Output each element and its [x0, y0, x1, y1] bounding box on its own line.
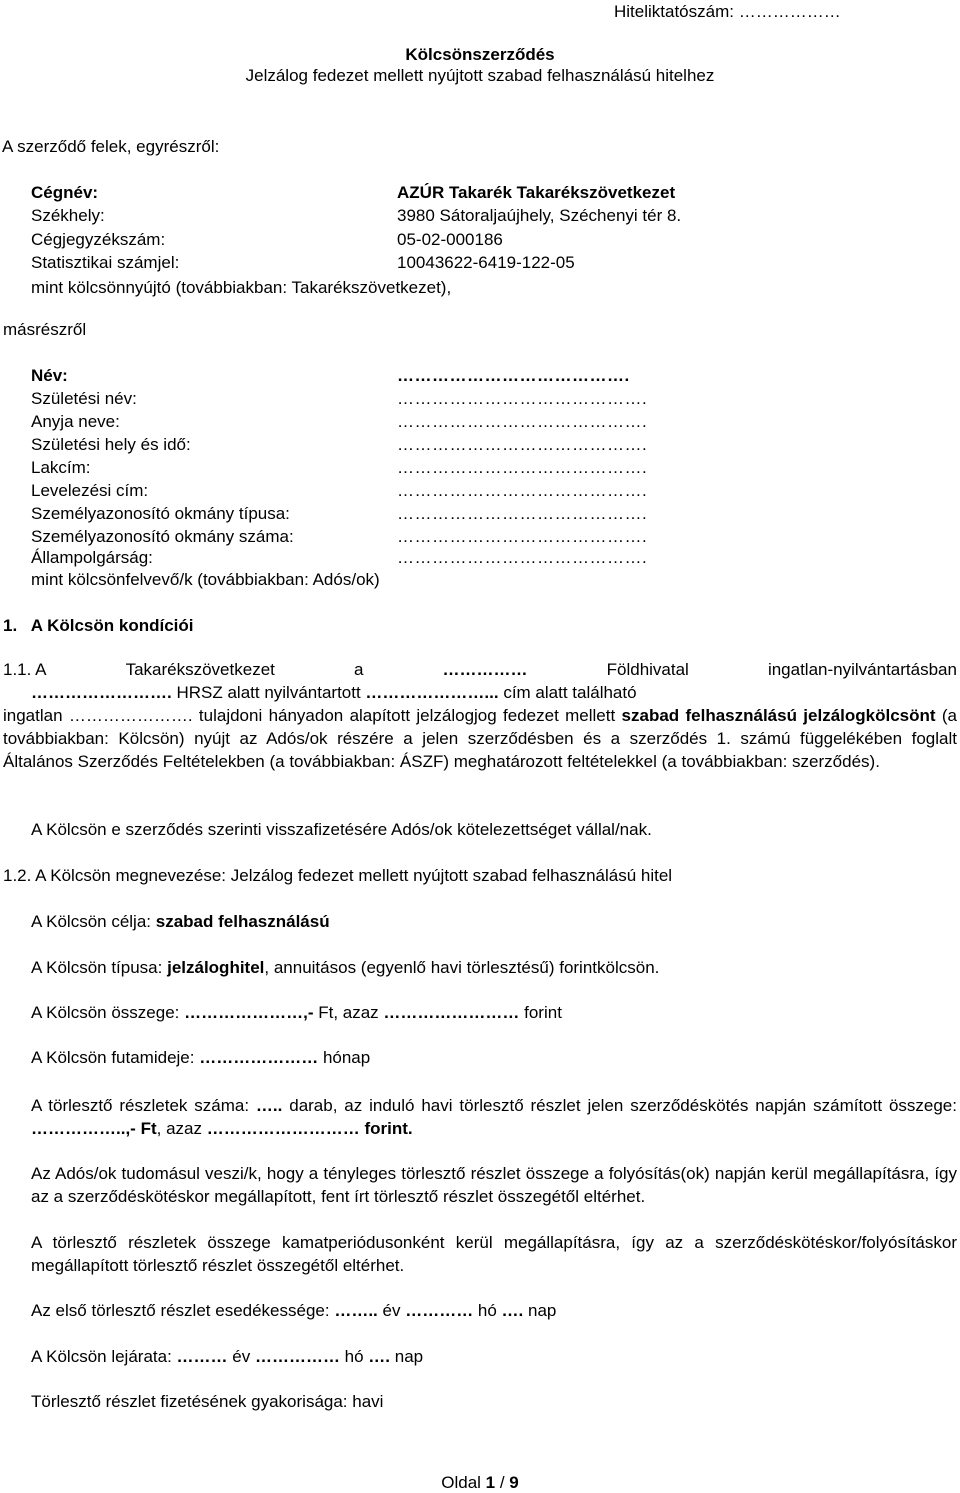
page-footer — [0, 1471, 960, 1493]
loan-type — [31, 956, 957, 979]
maturity-year-unit: év — [227, 1347, 255, 1366]
other-party-intro: másrészről — [3, 320, 87, 339]
borrower-citizenship-label: Állampolgárság: — [31, 548, 153, 567]
borrower-birth-place-label: Születési hely és idő: — [31, 435, 191, 454]
installments-amount-blank: ……………..,- — [31, 1119, 136, 1138]
borrower-address-label: Lakcím: — [31, 458, 91, 477]
borrower-birth-name-value: ……………………………………. — [397, 389, 648, 408]
installments — [31, 1094, 957, 1140]
loan-purpose — [31, 910, 957, 933]
lender-company-name-label: Cégnév: — [31, 183, 99, 202]
loan-maturity — [31, 1345, 957, 1368]
maturity-label: A Kölcsön lejárata: — [31, 1347, 177, 1366]
first-due-month-unit: hó — [473, 1301, 502, 1320]
section-heading: 1. A Kölcsön kondíciói — [3, 616, 194, 635]
lender-statistical-label: Statisztikai számjel: — [31, 253, 180, 272]
loan-amount-blank: …………………,- — [184, 1003, 314, 1022]
clause-number: 1.1. A — [3, 660, 47, 679]
borrower-mother-name-value: ……………………………………. — [397, 412, 648, 431]
maturity-day-unit: nap — [390, 1347, 424, 1366]
lender-registry-value: 05-02-000186 — [397, 230, 503, 249]
borrower-mailing-label: Levelezési cím: — [31, 481, 149, 500]
clause-word: Földhivatal — [606, 660, 689, 679]
loan-purpose-label: A Kölcsön célja: — [31, 912, 156, 931]
installments-text: , azaz — [156, 1119, 207, 1138]
page-total: 9 — [509, 1473, 519, 1492]
loan-amount-label: A Kölcsön összege: — [31, 1003, 185, 1022]
document-title: Kölcsönszerződés — [405, 45, 555, 64]
loan-amount-text: forint — [519, 1003, 562, 1022]
lender-seat-label: Székhely: — [31, 206, 105, 225]
loan-term-unit: hónap — [318, 1048, 371, 1067]
land-office-blank: …………… — [442, 660, 528, 679]
loan-type-value: jelzáloghitel — [167, 958, 265, 977]
first-due-day-blank: …. — [501, 1301, 524, 1320]
loan-term — [31, 1046, 957, 1069]
loan-amount-text: Ft, azaz — [313, 1003, 384, 1022]
paragraph-1-1-line — [3, 658, 957, 681]
loan-kind-bold: szabad felhasználású jelzálogkölcsönt — [621, 706, 936, 725]
first-due-month-blank: ………… — [405, 1301, 474, 1320]
lender-note: mint kölcsönnyújtó (továbbiakban: Takarékszövetkezet), — [31, 278, 452, 297]
clause-word: a — [353, 660, 364, 679]
paragraph-1-2: 1.2. A Kölcsön megnevezése: Jelzálog fedezet mellett nyújtott szabad felhasználású hitel — [3, 866, 673, 885]
paragraph-1-1-continued — [3, 704, 957, 773]
borrower-id-type-label: Személyazonosító okmány típusa: — [31, 504, 290, 523]
installment-acknowledgement: Az Adós/ok tudomásul veszi/k, hogy a tényleges törlesztő részlet összege a folyósítás(ok) napján kerül megállapításra, így az a szerződéskötéskor megállapított, fent írt törlesztő részlet összegétől eltérhet. — [31, 1164, 957, 1206]
loan-id-field: Hiteliktatószám: ……………… — [614, 2, 841, 21]
parties-intro: A szerződő felek, egyrészről: — [2, 137, 220, 156]
borrower-name-label: Név: — [31, 366, 68, 385]
loan-type-label: A Kölcsön típusa: — [31, 958, 168, 977]
clause-text: (a továbbiakban: Kölcsön) nyújt az Adós/ok részére a jelen szerződésben és a szerződés 1. számú függelékében foglalt Általános Szerződés Feltételekben (a továbbiakban: ÁSZF) meghatározott feltételekkel (a továbbiakban: szerződés). — [3, 706, 957, 771]
repayment-obligation: A Kölcsön e szerződés szerinti visszafizetésére Adós/ok kötelezettséget vállal/nak. — [31, 820, 652, 839]
first-installment-due — [31, 1299, 957, 1322]
lender-registry-label: Cégjegyzékszám: — [31, 230, 166, 249]
borrower-note: mint kölcsönfelvevő/k (továbbiakban: Adós/ok) — [31, 570, 380, 589]
loan-term-blank: ………………… — [199, 1048, 319, 1067]
borrower-birth-name-label: Születési név: — [31, 389, 137, 408]
first-due-year-blank: …….. — [334, 1301, 378, 1320]
paragraph-1-1 — [3, 658, 957, 773]
clause-word: ingatlan-nyilvántartásban — [767, 660, 957, 679]
page-current: 1 — [485, 1473, 496, 1492]
installments-currency: Ft — [135, 1119, 157, 1138]
installments-text: darab, az induló havi törlesztő részlet jelen szerződéskötés napján számított összege: — [282, 1096, 957, 1115]
paragraph-1-1-body — [3, 681, 957, 704]
installments-label: A törlesztő részletek száma: — [31, 1096, 256, 1115]
lender-company-name-value: AZÚR Takarék Takarékszövetkezet — [397, 183, 676, 202]
borrower-id-number-label: Személyazonosító okmány száma: — [31, 527, 294, 546]
borrower-address-value: ……………………………………. — [397, 458, 648, 477]
page-separator: / — [495, 1473, 510, 1492]
borrower-id-number-value: ……………………………………. — [397, 527, 648, 546]
borrower-citizenship-value: ……………………………………. — [397, 548, 648, 567]
loan-type-rest: , annuitásos (egyenlő havi törlesztésű) forintkölcsön. — [264, 958, 660, 977]
loan-term-label: A Kölcsön futamideje: — [31, 1048, 200, 1067]
installment-sum-note: A törlesztő részletek összege kamatperiódusonként kerül megállapításra, így az a szerződéskötéskor/folyósításkor megállapított törlesztő részlet összegétől eltérhet. — [31, 1233, 957, 1275]
loan-purpose-value: szabad felhasználású — [155, 912, 330, 931]
installments-count-blank: ….. — [255, 1096, 283, 1115]
loan-amount — [31, 1001, 957, 1024]
clause-word: Takarékszövetkezet — [125, 660, 275, 679]
borrower-id-type-value: ……………………………………. — [397, 504, 648, 523]
borrower-mother-name-label: Anyja neve: — [31, 412, 120, 431]
borrower-birth-place-value: ……………………………………. — [397, 435, 648, 454]
lender-statistical-value: 10043622-6419-122-05 — [397, 253, 575, 272]
first-due-day-unit: nap — [523, 1301, 557, 1320]
lender-seat-value: 3980 Sátoraljaújhely, Széchenyi tér 8. — [397, 206, 682, 225]
maturity-month-unit: hó — [339, 1347, 369, 1366]
clause-text: HRSZ alatt nyilvántartott — [171, 683, 366, 702]
first-due-label: Az első törlesztő részlet esedékessége: — [31, 1301, 335, 1320]
page-label: Oldal — [441, 1473, 486, 1492]
maturity-month-blank: …………… — [254, 1347, 340, 1366]
hrsz-blank: ……………………. — [31, 683, 172, 702]
clause-text: cím alatt található — [498, 683, 637, 702]
borrower-name-value: …………………………………. — [397, 366, 630, 385]
maturity-year-blank: ……… — [176, 1347, 228, 1366]
borrower-mailing-value: ……………………………………. — [397, 481, 648, 500]
payment-frequency: Törlesztő részlet fizetésének gyakorisága: havi — [31, 1392, 384, 1411]
first-due-year-unit: év — [377, 1301, 406, 1320]
installments-words-blank: ……………………… forint. — [206, 1119, 413, 1138]
document-subtitle: Jelzálog fedezet mellett nyújtott szabad felhasználású hitelhez — [245, 66, 715, 85]
address-blank: …………………... — [365, 683, 499, 702]
loan-amount-words-blank: …………………… — [383, 1003, 520, 1022]
clause-text: ingatlan …………………. tulajdoni hányadon alapított jelzálogjog fedezet mellett — [3, 706, 622, 725]
maturity-day-blank: …. — [368, 1347, 391, 1366]
